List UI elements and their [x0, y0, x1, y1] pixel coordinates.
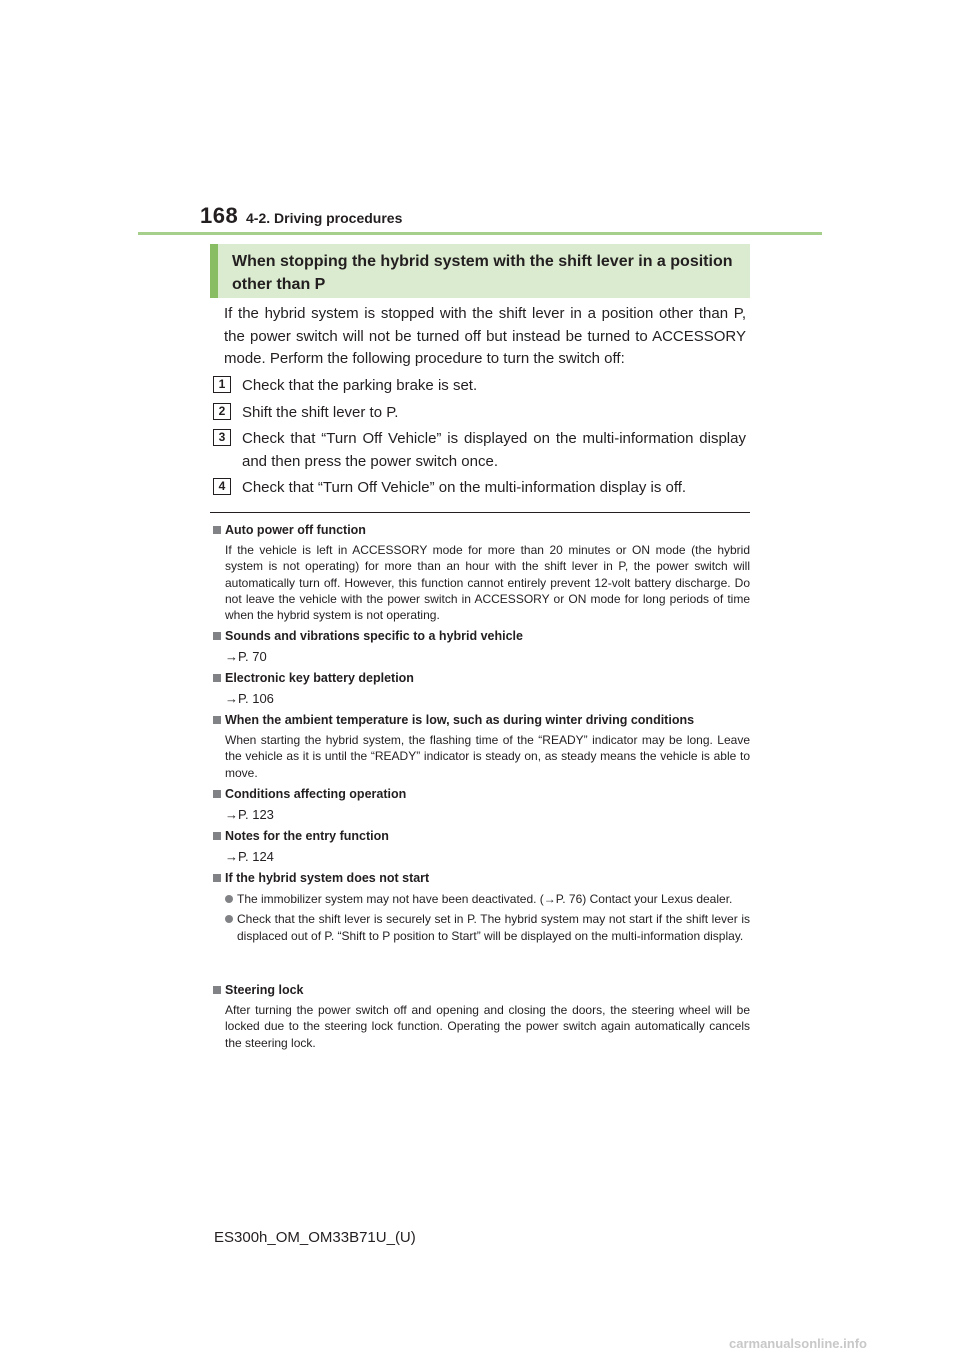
note-conditions [212, 786, 750, 824]
bullet-item: Check that the shift lever is securely set in P. The hybrid system may not start if the shift lever is displaced out of P. “Shift to P position to Start” will be displayed on the multi-information display. [225, 911, 750, 944]
procedure-heading: When stopping the hybrid system with the shift lever in a position other than P [232, 253, 733, 293]
step-text: Check that the parking brake is set. [242, 377, 478, 394]
note-entry-function [212, 828, 750, 866]
page-reference: →P. 124 [225, 849, 274, 864]
step-number: 3 [213, 429, 231, 446]
step-text: Check that “Turn Off Vehicle” is displayed on the multi-information display and then press the power switch once. [242, 430, 746, 470]
note-low-temperature [212, 712, 750, 781]
note-sounds-vibrations [212, 628, 750, 666]
step-number: 4 [213, 478, 231, 495]
note-title: Auto power off function [212, 522, 750, 539]
section-title: 4-2. Driving procedures [246, 210, 403, 226]
note-title: Electronic key battery depletion [212, 670, 750, 687]
note-title: Notes for the entry function [212, 828, 750, 845]
note-title: If the hybrid system does not start [212, 870, 750, 887]
watermark: carmanualsonline.info [729, 1336, 867, 1351]
note-key-battery [212, 670, 750, 708]
note-title: Sounds and vibrations specific to a hybrid vehicle [212, 628, 750, 645]
header-rule [138, 232, 822, 235]
section-divider [210, 512, 750, 513]
note-title: Steering lock [212, 982, 750, 999]
page-reference: →P. 123 [225, 807, 274, 822]
note-body: After turning the power switch off and opening and closing the doors, the steering wheel will be locked due to the steering lock function. Operating the power switch again automatically cancels the steering lock. [225, 1003, 750, 1050]
step-text: Check that “Turn Off Vehicle” on the multi-information display is off. [242, 479, 687, 496]
note-system-not-start [212, 870, 750, 944]
page-reference: →P. 106 [225, 691, 274, 706]
step-number: 1 [213, 376, 231, 393]
intro-paragraph: If the hybrid system is stopped with the shift lever in a position other than P, the power switch will not be turned off but instead be turned to ACCESSORY mode. Perform the following procedure to turn the switch off: [224, 305, 746, 367]
bullet-item: The immobilizer system may not have been deactivated. (→P. 76) Contact your Lexus dealer. [225, 891, 750, 907]
step-text: Shift the shift lever to P. [242, 404, 399, 421]
note-body: When starting the hybrid system, the flashing time of the “READY” indicator may be long. Leave the vehicle as it is until the “READY” indicator is steady on, as steady means the vehicle is able to move. [225, 733, 750, 780]
note-auto-power-off [212, 522, 750, 623]
note-steering-lock [212, 982, 750, 1051]
step-number: 2 [213, 403, 231, 420]
page-header [200, 203, 820, 233]
note-title: Conditions affecting operation [212, 786, 750, 803]
page-reference: →P. 70 [225, 649, 267, 664]
page-number: 168 [200, 203, 239, 228]
note-title: When the ambient temperature is low, such as during winter driving conditions [212, 712, 750, 729]
procedure-heading-box [210, 244, 750, 298]
note-body: If the vehicle is left in ACCESSORY mode for more than 20 minutes or ON mode (the hybrid system is not operating) for more than an hour with the shift lever in P, the power switch will automatically turn off. However, this function cannot entirely prevent 12-volt battery discharge. Do not leave the vehicle with the power switch in ACCESSORY or ON mode for long periods of time when the hybrid system is not operating. [225, 543, 750, 623]
document-footer: ES300h_OM_OM33B71U_(U) [214, 1229, 416, 1246]
